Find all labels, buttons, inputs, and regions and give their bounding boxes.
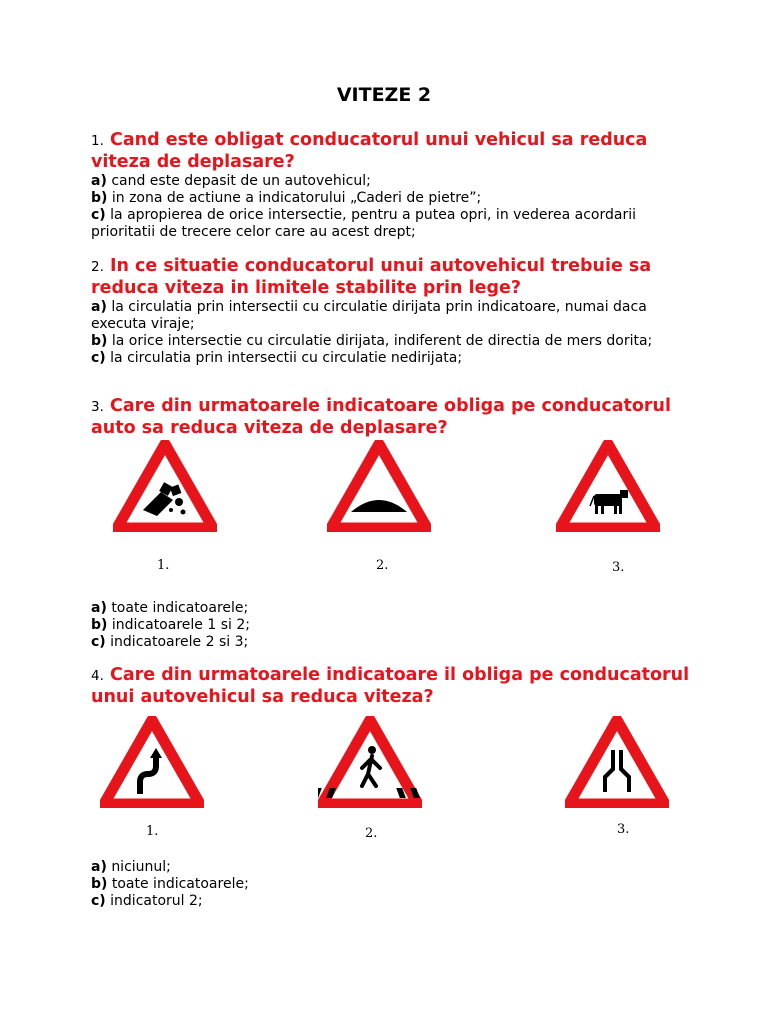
answer-c: c) la apropierea de orice intersectie, pentru a putea opri, in vederea acordarii prioritatii de trecere celor care au acest drept; [91,207,636,240]
question-4 [91,665,691,708]
question-3 [91,396,691,439]
falling-rocks-icon [113,440,217,532]
answer-b: b) toate indicatoarele; [91,876,249,892]
question-2-heading [91,256,691,299]
answer-c: c) indicatorul 2; [91,893,203,909]
answer-a: a) cand este depasit de un autovehicul; [91,173,371,189]
answer-c: c) la circulatia prin intersectii cu circulatie nedirijata; [91,350,463,366]
question-4-answers [91,859,691,910]
question-text: Care din urmatoarele indicatoare obliga pe conducatorul auto sa reduca viteza de deplasare? [91,396,672,438]
sign-label: 3. [617,822,630,837]
question-number: 2. [91,259,104,275]
page-title: VITEZE 2 [336,84,432,106]
question-3-heading [91,396,691,439]
question-number: 4. [91,668,104,684]
answer-a: a) niciunul; [91,859,171,875]
sign-label: 2. [376,558,389,573]
question-text: Cand este obligat conducatorul unui vehicul sa reduca viteza de deplasare? [91,130,648,172]
sign-label: 1. [157,558,170,573]
question-text: In ce situatie conducatorul unui autovehicul trebuie sa reduca viteza in limitele stabilite prin lege? [91,256,652,298]
pedestrian-crossing-icon [318,716,422,808]
sign-label: 1. [146,824,159,839]
question-3-answers [91,600,691,651]
question-1-heading [91,130,691,173]
answer-b: b) indicatoarele 1 si 2; [91,617,250,633]
double-curve-icon [100,716,204,808]
answer-c: c) indicatoarele 2 si 3; [91,634,249,650]
sign-label: 3. [612,560,625,575]
cattle-icon [556,440,660,532]
question-number: 1. [91,133,104,149]
question-number: 3. [91,399,104,415]
speed-bump-icon [327,440,431,532]
answer-b: b) la orice intersectie cu circulatie dirijata, indiferent de directia de mers dorita; [91,333,653,349]
answer-b: b) in zona de actiune a indicatorului „Caderi de pietre”; [91,190,482,206]
question-4-heading [91,665,691,708]
sign-label: 2. [365,826,378,841]
question-1 [91,130,691,241]
answer-a: a) la circulatia prin intersectii cu circulatie dirijata prin indicatoare, numai daca executa viraje; [91,299,647,332]
answer-a: a) toate indicatoarele; [91,600,249,616]
road-narrows-icon [565,716,669,808]
question-text: Care din urmatoarele indicatoare il obliga pe conducatorul unui autovehicul sa reduca viteza? [91,665,690,707]
question-2 [91,256,691,367]
